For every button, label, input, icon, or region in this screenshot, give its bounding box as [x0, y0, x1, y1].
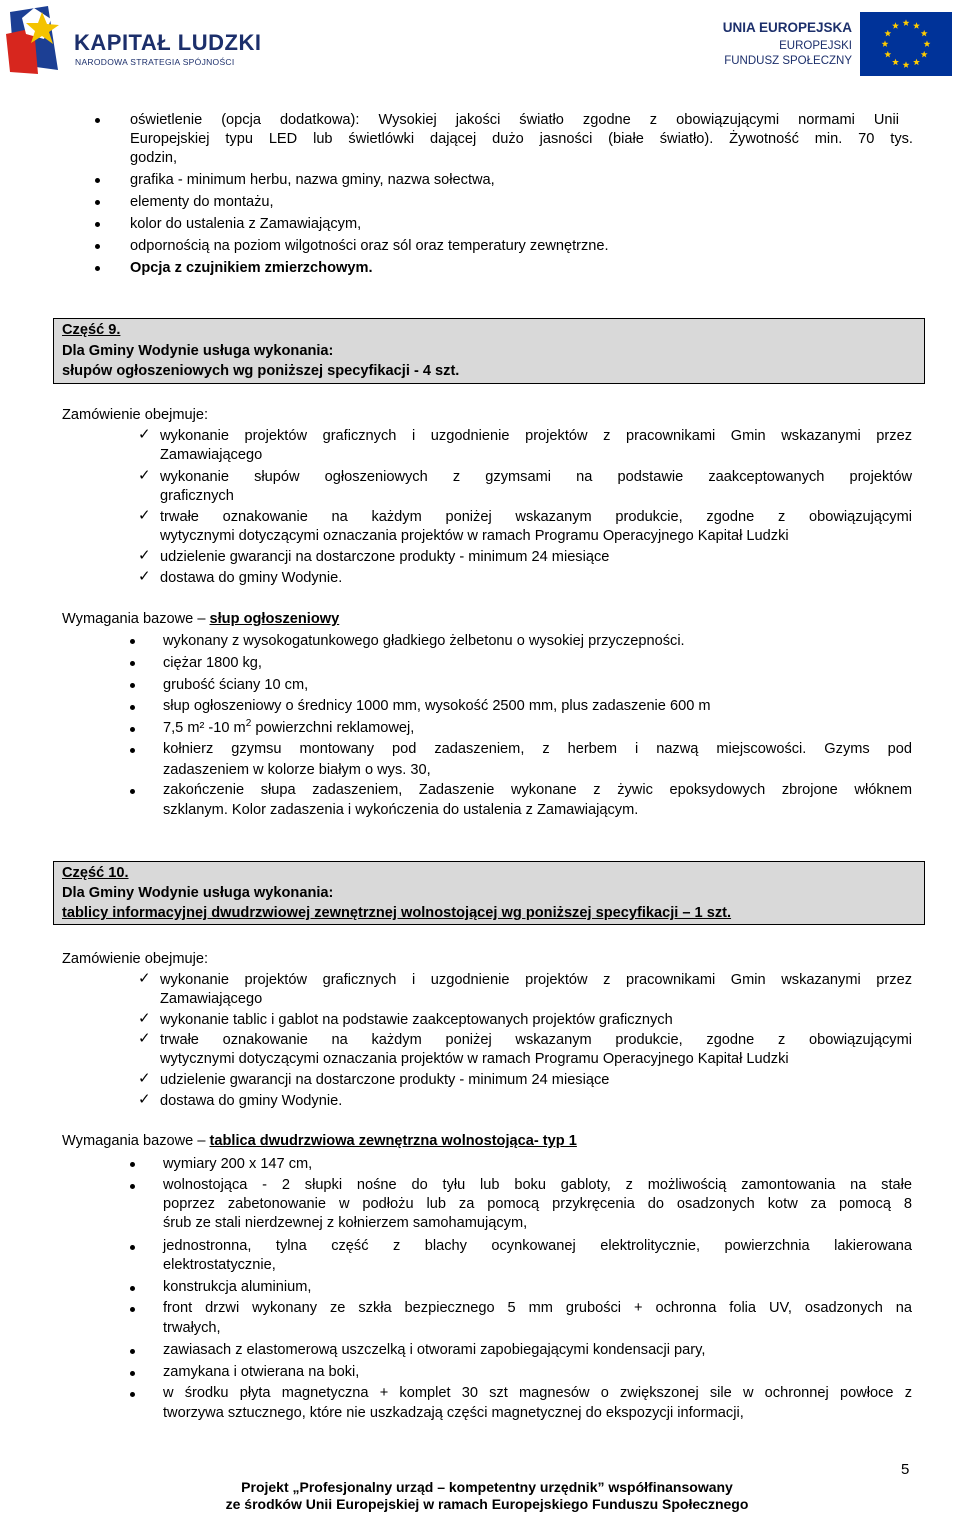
bullet-icon — [130, 748, 135, 753]
page-number: 5 — [901, 1461, 910, 1478]
list-item: wykonany z wysokogatunkowego gładkiego żelbetonu o wysokiej przyczepności. — [163, 633, 685, 649]
list-item: w środku płyta magnetyczna + komplet 30 szt magnesów o zwiększonej sile w ochronnej powłoce z — [163, 1385, 912, 1401]
list-item: udzielenie gwarancji na dostarczone produkty - minimum 24 miesiące — [160, 1072, 610, 1088]
list-item: wykonanie tablic i gablot na podstawie zaakceptowanych projektów graficznych — [160, 1012, 673, 1028]
bullet-icon — [130, 1245, 135, 1250]
bullet-icon — [130, 639, 135, 644]
list-item: ciężar 1800 kg, — [163, 655, 262, 671]
bullet-icon — [130, 683, 135, 688]
checkmark-icon: ✓ — [138, 970, 151, 987]
bullet-icon — [130, 789, 135, 794]
list-item: trwałych, — [163, 1320, 221, 1336]
list-item: wymiary 200 x 147 cm, — [163, 1156, 313, 1172]
requirements-prefix: Wymagania bazowe – — [62, 1133, 206, 1149]
list-item: zakończenie słupa zadaszeniem, Zadaszenie wykonane z żywic epoksydowych zbrojone włóknem — [163, 782, 912, 798]
part10-header-box — [53, 861, 925, 925]
bullet-icon — [95, 200, 100, 205]
checkmark-icon: ✓ — [138, 1030, 151, 1047]
kapital-ludzki-logo — [4, 4, 264, 74]
part10-heading: Część 10. — [62, 865, 129, 881]
list-item: elektrostatycznie, — [163, 1257, 276, 1273]
part9-header-box — [53, 318, 925, 384]
list-item: oświetlenie (opcja dodatkowa): Wysokiej jakości światło zgodne z obowiązującymi normami Unii — [130, 112, 899, 128]
checkmark-icon: ✓ — [138, 568, 151, 585]
kapital-ludzki-emblem-icon — [4, 4, 62, 74]
checkmark-icon: ✓ — [138, 467, 151, 484]
list-item: godzin, — [130, 150, 178, 166]
list-item: wytycznymi dotyczącymi oznaczania projektów w ramach Programu Operacyjnego Kapitał Ludzki — [160, 528, 789, 544]
list-item: wolnostojąca - 2 słupki nośne do tyłu lub boku gabloty, z możliwością zamontowania na stałe — [163, 1177, 912, 1193]
part9-heading: Część 9. — [62, 322, 121, 338]
list-item: szklanym. Kolor zadaszenia i wykończenia do ustalenia z Zamawiającym. — [163, 802, 639, 818]
bullet-icon — [95, 118, 100, 123]
bullet-icon — [95, 244, 100, 249]
list-item: dostawa do gminy Wodynie. — [160, 1093, 343, 1109]
list-item: konstrukcja aluminium, — [163, 1279, 312, 1295]
bullet-icon — [130, 1392, 135, 1397]
checkmark-icon: ✓ — [138, 1070, 151, 1087]
superscript: 2 — [245, 718, 252, 729]
list-item: wykonanie słupów ogłoszeniowych z gzymsami na podstawie zaakceptowanych projektów — [160, 469, 912, 485]
kapital-ludzki-title: KAPITAŁ LUDZKI — [74, 30, 262, 55]
part10-service-line: Dla Gminy Wodynie usługa wykonania: — [62, 885, 334, 901]
part10-order-label: Zamówienie obejmuje: — [62, 951, 209, 967]
list-item: tworzywa sztucznego, które nie uszkadzają części magnetycznej do ekspozycji informacji, — [163, 1405, 744, 1421]
bullet-icon — [130, 1307, 135, 1312]
eu-logo-line3: FUNDUSZ SPOŁECZNY — [724, 55, 852, 67]
list-item: dostawa do gminy Wodynie. — [160, 570, 343, 586]
list-item: wykonanie projektów graficznych i uzgodnienie projektów z pracownikami Gmin wskazanymi przez — [160, 428, 912, 444]
list-item: zadaszeniem w kolorze białym o wys. 30, — [163, 762, 431, 778]
bullet-icon — [130, 727, 135, 732]
list-item: elementy do montażu, — [130, 194, 274, 210]
checkmark-icon: ✓ — [138, 507, 151, 524]
part10-requirements-heading — [62, 1132, 577, 1150]
part9-subject-line: słupów ogłoszeniowych wg poniższej specyfikacji - 4 szt. — [62, 363, 460, 379]
list-item: odpornością na poziom wilgotności oraz sól oraz temperatury zewnętrzne. — [130, 238, 609, 254]
list-item: Opcja z czujnikiem zmierzchowym. — [130, 260, 373, 276]
part9-requirements-heading — [62, 610, 339, 628]
list-item: Europejskiej typu LED lub świetlówki dającej dużo jasności (białe światło). Żywotność min. 70 tys. — [130, 131, 913, 147]
list-item: trwałe oznakowanie na każdym poniżej wskazanym produkcie, zgodne z obowiązującymi — [160, 1032, 912, 1048]
requirements-prefix: Wymagania bazowe – — [62, 611, 206, 627]
requirements-title: tablica dwudrzwiowa zewnętrzna wolnostojąca- typ 1 — [209, 1133, 577, 1149]
list-item: poprzez zabetonowanie w podłożu lub za pomocą przykręcenia do osadzonych kotw za pomocą 8 — [163, 1196, 912, 1212]
bullet-icon — [130, 705, 135, 710]
checkmark-icon: ✓ — [138, 1010, 151, 1027]
bullet-icon — [95, 266, 100, 271]
list-item: wykonanie projektów graficznych i uzgodnienie projektów z pracownikami Gmin wskazanymi przez — [160, 972, 912, 988]
bullet-icon — [95, 178, 100, 183]
checkmark-icon: ✓ — [138, 1091, 151, 1108]
list-item: śrub ze stali nierdzewnej z kołnierzem samohamującym, — [163, 1215, 528, 1231]
list-item: kolor do ustalenia z Zamawiającym, — [130, 216, 362, 232]
list-item — [163, 719, 414, 737]
bullet-icon — [130, 1349, 135, 1354]
list-item: grubość ściany 10 cm, — [163, 677, 309, 693]
list-item: udzielenie gwarancji na dostarczone produkty - minimum 24 miesiące — [160, 549, 610, 565]
list-item: Zamawiającego — [160, 991, 263, 1007]
part9-service-line: Dla Gminy Wodynie usługa wykonania: — [62, 343, 334, 359]
list-item: wytycznymi dotyczącymi oznaczania projektów w ramach Programu Operacyjnego Kapitał Ludzki — [160, 1051, 789, 1067]
checkmark-icon: ✓ — [138, 426, 151, 443]
area-label: powierzchni reklamowej, — [255, 720, 415, 736]
footer-line1: Projekt „Profesjonalny urząd – kompetentny urzędnik” współfinansowany — [241, 1479, 733, 1495]
list-item: jednostronna, tylna część z blachy ocynkowanej elektrolitycznie, powierzchnia lakierowana — [163, 1238, 912, 1254]
list-item: kołnierz gzymsu montowany pod zadaszeniem, z herbem i nazwą miejscowości. Gzyms pod — [163, 741, 912, 757]
bullet-icon — [130, 1286, 135, 1291]
eu-logo-line2: EUROPEJSKI — [779, 40, 852, 52]
part10-subject-line: tablicy informacyjnej dwudrzwiowej zewnętrznej wolnostojącej wg poniższej specyfikacji – 1 szt. — [62, 905, 732, 921]
eu-logo-line1: UNIA EUROPEJSKA — [722, 20, 852, 35]
area-range: 7,5 m² -10 m — [163, 720, 246, 736]
eu-flag-icon — [860, 12, 952, 76]
footer-line2: ze środków Unii Europejskiej w ramach Europejskiego Funduszu Społecznego — [225, 1496, 749, 1512]
kapital-ludzki-subtitle: NARODOWA STRATEGIA SPÓJNOŚCI — [75, 57, 235, 67]
list-item: zamykana i otwierana na boki, — [163, 1364, 360, 1380]
bullet-icon — [130, 1162, 135, 1167]
list-item: Zamawiającego — [160, 447, 263, 463]
eu-logo — [700, 10, 956, 76]
requirements-title: słup ogłoszeniowy — [209, 611, 340, 627]
list-item: zawiasach z elastomerową uszczelką i otworami zapobiegającymi kondensacji pary, — [163, 1342, 706, 1358]
part9-order-label: Zamówienie obejmuje: — [62, 407, 209, 423]
list-item: słup ogłoszeniowy o średnicy 1000 mm, wysokość 2500 mm, plus zadaszenie 600 m — [163, 698, 711, 714]
list-item: front drzwi wykonany ze szkła bezpiecznego 5 mm grubości + ochronna folia UV, osadzonych na — [163, 1300, 912, 1316]
bullet-icon — [130, 661, 135, 666]
list-item: trwałe oznakowanie na każdym poniżej wskazanym produkcie, zgodne z obowiązującymi — [160, 509, 912, 525]
bullet-icon — [95, 222, 100, 227]
checkmark-icon: ✓ — [138, 547, 151, 564]
bullet-icon — [130, 1184, 135, 1189]
list-item: grafika - minimum herbu, nazwa gminy, nazwa sołectwa, — [130, 172, 495, 188]
list-item: graficznych — [160, 488, 234, 504]
bullet-icon — [130, 1371, 135, 1376]
